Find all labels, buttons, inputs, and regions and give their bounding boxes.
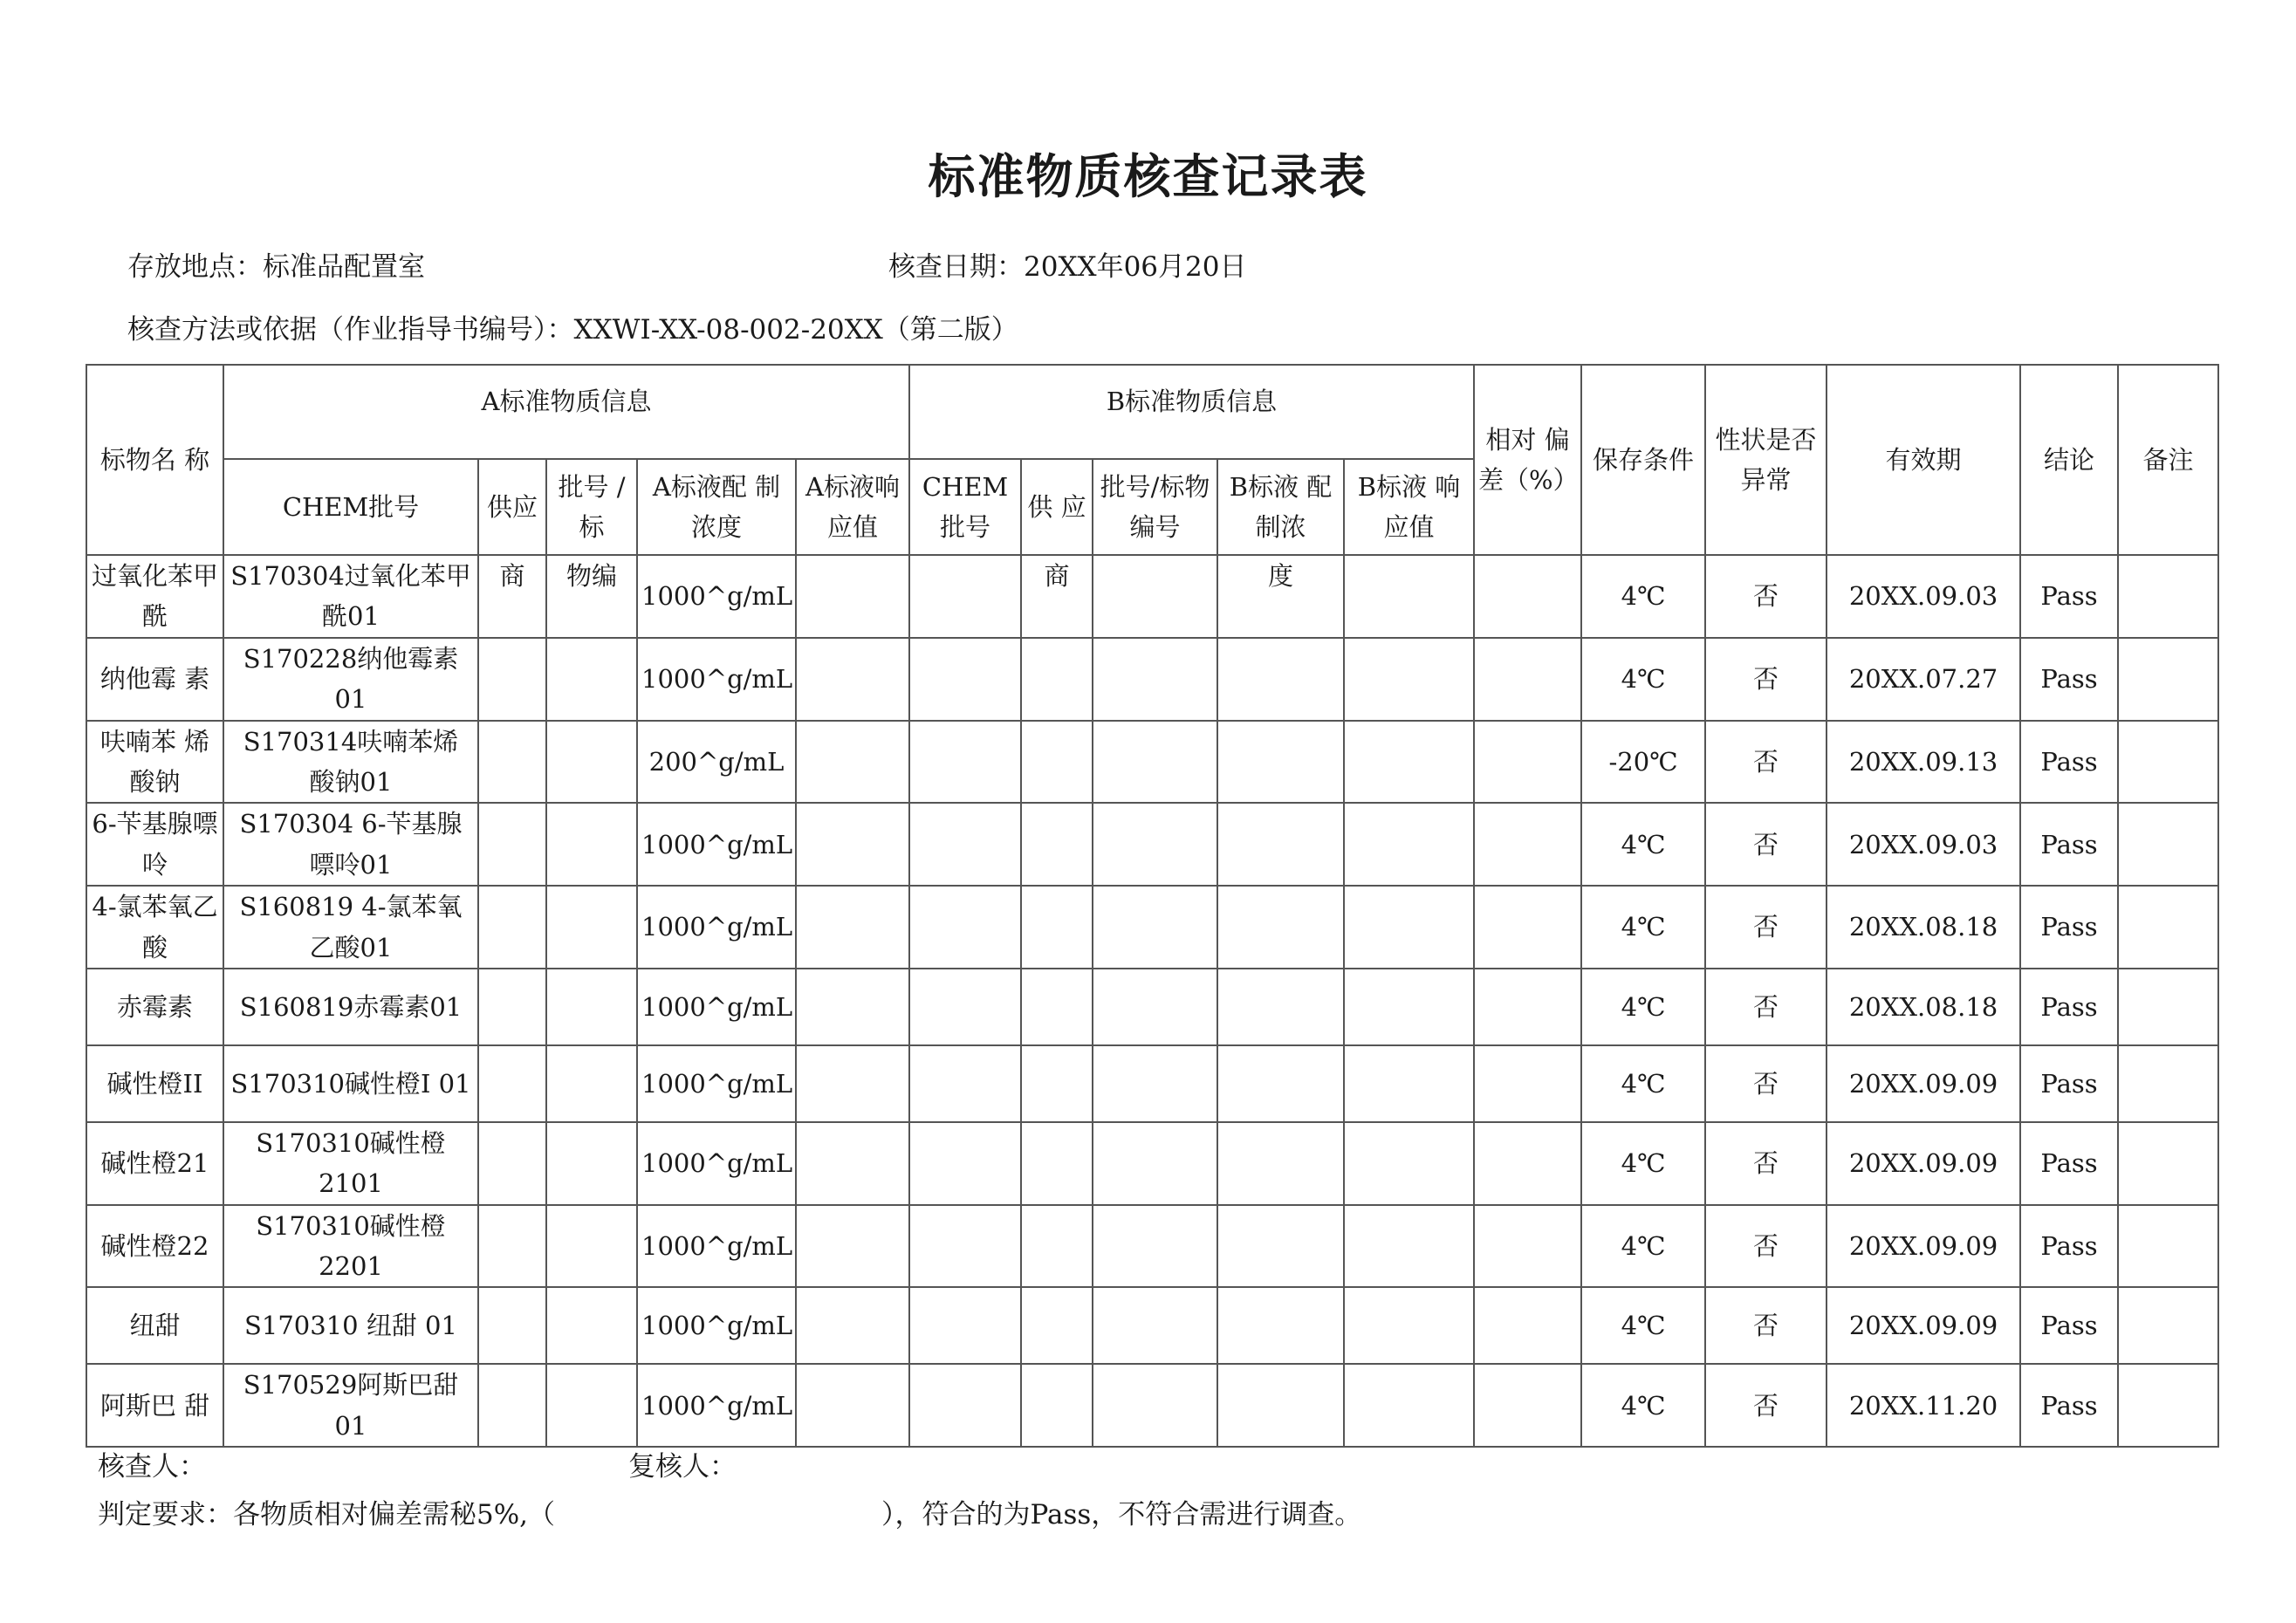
cell-a-supplier: 商 bbox=[478, 555, 546, 638]
cell-remark bbox=[2118, 638, 2218, 721]
cell-a-batch bbox=[546, 1287, 637, 1364]
cell-chem: S170310碱性橙2101 bbox=[223, 1122, 478, 1205]
cell-b-supplier bbox=[1021, 1287, 1093, 1364]
cell-a-resp bbox=[796, 1364, 909, 1447]
record-table bbox=[86, 364, 2219, 1448]
header-b-supplier: 供 应 bbox=[1021, 459, 1093, 555]
cell-expiry: 20XX.09.09 bbox=[1827, 1122, 2020, 1205]
cell-b-supplier bbox=[1021, 886, 1093, 969]
cell-a-batch bbox=[546, 721, 637, 804]
cell-storage: 4℃ bbox=[1581, 1045, 1705, 1122]
cell-a-supplier bbox=[478, 1287, 546, 1364]
cell-abnormal: 否 bbox=[1705, 803, 1827, 886]
cell-expiry: 20XX.09.03 bbox=[1827, 803, 2020, 886]
cell-conc: 1000^g/mL bbox=[637, 969, 796, 1045]
cell-name: 阿斯巴 甜 bbox=[86, 1364, 223, 1447]
cell-result: Pass bbox=[2020, 969, 2118, 1045]
cell-b-supplier bbox=[1021, 638, 1093, 721]
cell-a-resp bbox=[796, 1205, 909, 1288]
cell-b-conc bbox=[1217, 1205, 1344, 1288]
cell-expiry: 20XX.09.03 bbox=[1827, 555, 2020, 638]
cell-b-supplier bbox=[1021, 1364, 1093, 1447]
header-conclusion: 结论 bbox=[2020, 365, 2118, 555]
cell-name: 6-苄基腺嘌呤 bbox=[86, 803, 223, 886]
cell-result: Pass bbox=[2020, 1205, 2118, 1288]
cell-b-chem bbox=[909, 1287, 1021, 1364]
cell-expiry: 20XX.09.09 bbox=[1827, 1205, 2020, 1288]
cell-b-conc bbox=[1217, 969, 1344, 1045]
cell-expiry: 20XX.09.13 bbox=[1827, 721, 2020, 804]
cell-b-resp bbox=[1344, 1122, 1474, 1205]
table-row bbox=[86, 1122, 2218, 1205]
cell-b-conc bbox=[1217, 638, 1344, 721]
header-storage: 保存条件 bbox=[1581, 365, 1705, 555]
cell-b-supplier bbox=[1021, 1205, 1093, 1288]
cell-b-chem bbox=[909, 886, 1021, 969]
table-row bbox=[86, 555, 2218, 638]
header-group-b: B标准物质信息 bbox=[909, 365, 1474, 459]
cell-result: Pass bbox=[2020, 721, 2118, 804]
cell-deviation bbox=[1474, 1205, 1581, 1288]
reviewer-label: 复核人： bbox=[628, 1451, 737, 1483]
cell-b-resp bbox=[1344, 886, 1474, 969]
cell-name: 过氧化苯甲酰 bbox=[86, 555, 223, 638]
table-row bbox=[86, 969, 2218, 1045]
cell-abnormal: 否 bbox=[1705, 721, 1827, 804]
cell-b-chem bbox=[909, 1364, 1021, 1447]
cell-b-conc bbox=[1217, 721, 1344, 804]
cell-name: 呋喃苯 烯酸钠 bbox=[86, 721, 223, 804]
cell-remark bbox=[2118, 721, 2218, 804]
requirement-prefix: 判定要求：各物质相对偏差需秘5%,（ bbox=[98, 1499, 556, 1531]
cell-a-supplier bbox=[478, 969, 546, 1045]
header-a-chem: CHEM批号 bbox=[223, 459, 478, 555]
cell-b-supplier bbox=[1021, 1122, 1093, 1205]
header-deviation: 相对 偏差（%） bbox=[1474, 365, 1581, 555]
cell-deviation bbox=[1474, 1287, 1581, 1364]
cell-remark bbox=[2118, 886, 2218, 969]
header-a-resp: A标液响应值 bbox=[796, 459, 909, 555]
cell-a-supplier bbox=[478, 1205, 546, 1288]
table-row bbox=[86, 721, 2218, 804]
cell-b-conc bbox=[1217, 886, 1344, 969]
cell-a-resp bbox=[796, 1122, 909, 1205]
cell-abnormal: 否 bbox=[1705, 1287, 1827, 1364]
cell-chem: S160819赤霉素01 bbox=[223, 969, 478, 1045]
cell-deviation bbox=[1474, 886, 1581, 969]
cell-b-conc bbox=[1217, 1122, 1344, 1205]
cell-deviation bbox=[1474, 803, 1581, 886]
cell-expiry: 20XX.11.20 bbox=[1827, 1364, 2020, 1447]
cell-storage: 4℃ bbox=[1581, 803, 1705, 886]
cell-b-resp bbox=[1344, 1287, 1474, 1364]
header-expiry: 有效期 bbox=[1827, 365, 2020, 555]
cell-result: Pass bbox=[2020, 638, 2118, 721]
cell-result: Pass bbox=[2020, 886, 2118, 969]
cell-result: Pass bbox=[2020, 1045, 2118, 1122]
cell-name: 碱性橙22 bbox=[86, 1205, 223, 1288]
table-row bbox=[86, 1364, 2218, 1447]
requirement-suffix: ），符合的为Pass，不符合需进行调查。 bbox=[881, 1499, 1362, 1531]
cell-b-chem bbox=[909, 638, 1021, 721]
cell-storage: 4℃ bbox=[1581, 1205, 1705, 1288]
cell-a-resp bbox=[796, 1045, 909, 1122]
header-row-1 bbox=[86, 365, 2218, 459]
cell-b-chem bbox=[909, 555, 1021, 638]
cell-b-resp bbox=[1344, 555, 1474, 638]
cell-remark bbox=[2118, 1364, 2218, 1447]
table-row bbox=[86, 803, 2218, 886]
page-title: 标准物质核查记录表 bbox=[928, 149, 1368, 204]
cell-b-conc bbox=[1217, 803, 1344, 886]
cell-storage: -20℃ bbox=[1581, 721, 1705, 804]
cell-chem: S170310碱性橙2201 bbox=[223, 1205, 478, 1288]
cell-result: Pass bbox=[2020, 1122, 2118, 1205]
cell-deviation bbox=[1474, 1364, 1581, 1447]
cell-b-conc: 度 bbox=[1217, 555, 1344, 638]
cell-conc: 200^g/mL bbox=[637, 721, 796, 804]
cell-expiry: 20XX.09.09 bbox=[1827, 1287, 2020, 1364]
cell-conc: 1000^g/mL bbox=[637, 1205, 796, 1288]
cell-name: 赤霉素 bbox=[86, 969, 223, 1045]
cell-b-chem bbox=[909, 721, 1021, 804]
header-a-batch: 批号 / 标 bbox=[546, 459, 637, 555]
cell-b-supplier bbox=[1021, 803, 1093, 886]
cell-b-supplier bbox=[1021, 721, 1093, 804]
cell-result: Pass bbox=[2020, 1287, 2118, 1364]
cell-storage: 4℃ bbox=[1581, 1287, 1705, 1364]
table-row bbox=[86, 886, 2218, 969]
cell-remark bbox=[2118, 1122, 2218, 1205]
cell-abnormal: 否 bbox=[1705, 1364, 1827, 1447]
cell-name: 4-氯苯氧乙酸 bbox=[86, 886, 223, 969]
cell-b-resp bbox=[1344, 803, 1474, 886]
cell-abnormal: 否 bbox=[1705, 555, 1827, 638]
cell-a-batch bbox=[546, 886, 637, 969]
cell-b-conc bbox=[1217, 1287, 1344, 1364]
cell-b-batch bbox=[1093, 1205, 1217, 1288]
cell-remark bbox=[2118, 1205, 2218, 1288]
cell-a-batch bbox=[546, 638, 637, 721]
cell-expiry: 20XX.07.27 bbox=[1827, 638, 2020, 721]
cell-b-batch bbox=[1093, 721, 1217, 804]
cell-b-batch bbox=[1093, 886, 1217, 969]
cell-result: Pass bbox=[2020, 1364, 2118, 1447]
cell-name: 碱性橙II bbox=[86, 1045, 223, 1122]
cell-b-batch bbox=[1093, 969, 1217, 1045]
cell-storage: 4℃ bbox=[1581, 886, 1705, 969]
table-row bbox=[86, 1287, 2218, 1364]
cell-b-chem bbox=[909, 803, 1021, 886]
cell-a-resp bbox=[796, 969, 909, 1045]
header-b-conc: B标液 配制浓 bbox=[1217, 459, 1344, 555]
cell-remark bbox=[2118, 1287, 2218, 1364]
table-row bbox=[86, 638, 2218, 721]
cell-b-resp bbox=[1344, 1205, 1474, 1288]
cell-abnormal: 否 bbox=[1705, 1045, 1827, 1122]
cell-b-resp bbox=[1344, 721, 1474, 804]
header-b-resp: B标液 响应值 bbox=[1344, 459, 1474, 555]
cell-b-batch bbox=[1093, 1045, 1217, 1122]
cell-abnormal: 否 bbox=[1705, 1205, 1827, 1288]
cell-conc: 1000^g/mL bbox=[637, 1122, 796, 1205]
cell-result: Pass bbox=[2020, 803, 2118, 886]
cell-b-conc bbox=[1217, 1364, 1344, 1447]
cell-storage: 4℃ bbox=[1581, 1122, 1705, 1205]
cell-deviation bbox=[1474, 638, 1581, 721]
cell-conc: 1000^g/mL bbox=[637, 1045, 796, 1122]
cell-a-batch bbox=[546, 1122, 637, 1205]
cell-abnormal: 否 bbox=[1705, 969, 1827, 1045]
cell-b-resp bbox=[1344, 638, 1474, 721]
table-row bbox=[86, 1205, 2218, 1288]
cell-a-supplier bbox=[478, 1364, 546, 1447]
cell-conc: 1000^g/mL bbox=[637, 1364, 796, 1447]
cell-storage: 4℃ bbox=[1581, 969, 1705, 1045]
cell-a-supplier bbox=[478, 803, 546, 886]
cell-a-supplier bbox=[478, 886, 546, 969]
cell-chem: S160819 4-氯苯氧 乙酸01 bbox=[223, 886, 478, 969]
cell-b-supplier: 商 bbox=[1021, 555, 1093, 638]
cell-remark bbox=[2118, 555, 2218, 638]
header-remark: 备注 bbox=[2118, 365, 2218, 555]
cell-name: 纽甜 bbox=[86, 1287, 223, 1364]
cell-a-supplier bbox=[478, 1045, 546, 1122]
cell-deviation bbox=[1474, 555, 1581, 638]
cell-b-supplier bbox=[1021, 969, 1093, 1045]
cell-conc: 1000^g/mL bbox=[637, 555, 796, 638]
cell-b-chem bbox=[909, 1122, 1021, 1205]
cell-conc: 1000^g/mL bbox=[637, 803, 796, 886]
cell-b-resp bbox=[1344, 969, 1474, 1045]
cell-conc: 1000^g/mL bbox=[637, 886, 796, 969]
cell-deviation bbox=[1474, 969, 1581, 1045]
cell-a-resp bbox=[796, 638, 909, 721]
cell-b-supplier bbox=[1021, 1045, 1093, 1122]
cell-a-batch bbox=[546, 1045, 637, 1122]
checker-label: 核查人： bbox=[98, 1451, 206, 1483]
cell-conc: 1000^g/mL bbox=[637, 1287, 796, 1364]
cell-b-resp bbox=[1344, 1045, 1474, 1122]
cell-a-resp bbox=[796, 721, 909, 804]
cell-abnormal: 否 bbox=[1705, 1122, 1827, 1205]
cell-storage: 4℃ bbox=[1581, 1364, 1705, 1447]
cell-b-batch bbox=[1093, 803, 1217, 886]
cell-b-batch bbox=[1093, 1364, 1217, 1447]
header-a-conc: A标液配 制浓度 bbox=[637, 459, 796, 555]
cell-b-chem bbox=[909, 1205, 1021, 1288]
cell-storage: 4℃ bbox=[1581, 555, 1705, 638]
cell-abnormal: 否 bbox=[1705, 886, 1827, 969]
cell-a-batch bbox=[546, 803, 637, 886]
cell-chem: S170310 纽甜 01 bbox=[223, 1287, 478, 1364]
header-b-batch: 批号/标物编号 bbox=[1093, 459, 1217, 555]
cell-a-resp bbox=[796, 886, 909, 969]
header-group-a: A标准物质信息 bbox=[223, 365, 909, 459]
cell-b-resp bbox=[1344, 1364, 1474, 1447]
cell-a-batch bbox=[546, 1205, 637, 1288]
cell-name: 纳他霉 素 bbox=[86, 638, 223, 721]
cell-a-resp bbox=[796, 555, 909, 638]
cell-b-conc bbox=[1217, 1045, 1344, 1122]
cell-b-chem bbox=[909, 1045, 1021, 1122]
cell-remark bbox=[2118, 803, 2218, 886]
cell-remark bbox=[2118, 1045, 2218, 1122]
storage-location: 存放地点：标准品配置室 bbox=[127, 251, 425, 283]
cell-a-resp bbox=[796, 803, 909, 886]
table-row bbox=[86, 1045, 2218, 1122]
cell-a-supplier bbox=[478, 638, 546, 721]
cell-chem: S170228纳他霉素01 bbox=[223, 638, 478, 721]
cell-name: 碱性橙21 bbox=[86, 1122, 223, 1205]
cell-abnormal: 否 bbox=[1705, 638, 1827, 721]
cell-a-supplier bbox=[478, 1122, 546, 1205]
cell-a-resp bbox=[796, 1287, 909, 1364]
cell-remark bbox=[2118, 969, 2218, 1045]
cell-b-batch bbox=[1093, 555, 1217, 638]
cell-b-chem bbox=[909, 969, 1021, 1045]
cell-result: Pass bbox=[2020, 555, 2118, 638]
cell-a-batch: 物编 bbox=[546, 555, 637, 638]
cell-expiry: 20XX.08.18 bbox=[1827, 969, 2020, 1045]
cell-a-supplier bbox=[478, 721, 546, 804]
cell-deviation bbox=[1474, 721, 1581, 804]
cell-expiry: 20XX.09.09 bbox=[1827, 1045, 2020, 1122]
header-abnormal: 性状是否异常 bbox=[1705, 365, 1827, 555]
header-a-supplier: 供应 bbox=[478, 459, 546, 555]
cell-expiry: 20XX.08.18 bbox=[1827, 886, 2020, 969]
cell-a-batch bbox=[546, 1364, 637, 1447]
cell-storage: 4℃ bbox=[1581, 638, 1705, 721]
cell-b-batch bbox=[1093, 1122, 1217, 1205]
cell-deviation bbox=[1474, 1045, 1581, 1122]
cell-chem: S170310碱性橙I 01 bbox=[223, 1045, 478, 1122]
check-date: 核查日期：20XX年06月20日 bbox=[888, 251, 1247, 283]
cell-b-batch bbox=[1093, 638, 1217, 721]
cell-chem: S170304过氧化苯甲酰01 bbox=[223, 555, 478, 638]
header-name: 标物名 称 bbox=[86, 365, 223, 555]
cell-chem: S170304 6-苄基腺嘌呤01 bbox=[223, 803, 478, 886]
cell-b-batch bbox=[1093, 1287, 1217, 1364]
cell-chem: S170314呋喃苯烯 酸钠01 bbox=[223, 721, 478, 804]
cell-chem: S170529阿斯巴甜01 bbox=[223, 1364, 478, 1447]
check-method: 核查方法或依据（作业指导书编号）：XXWI-XX-08-002-20XX（第二版） bbox=[127, 314, 1018, 346]
cell-deviation bbox=[1474, 1122, 1581, 1205]
header-b-chem: CHEM批号 bbox=[909, 459, 1021, 555]
cell-a-batch bbox=[546, 969, 637, 1045]
cell-conc: 1000^g/mL bbox=[637, 638, 796, 721]
